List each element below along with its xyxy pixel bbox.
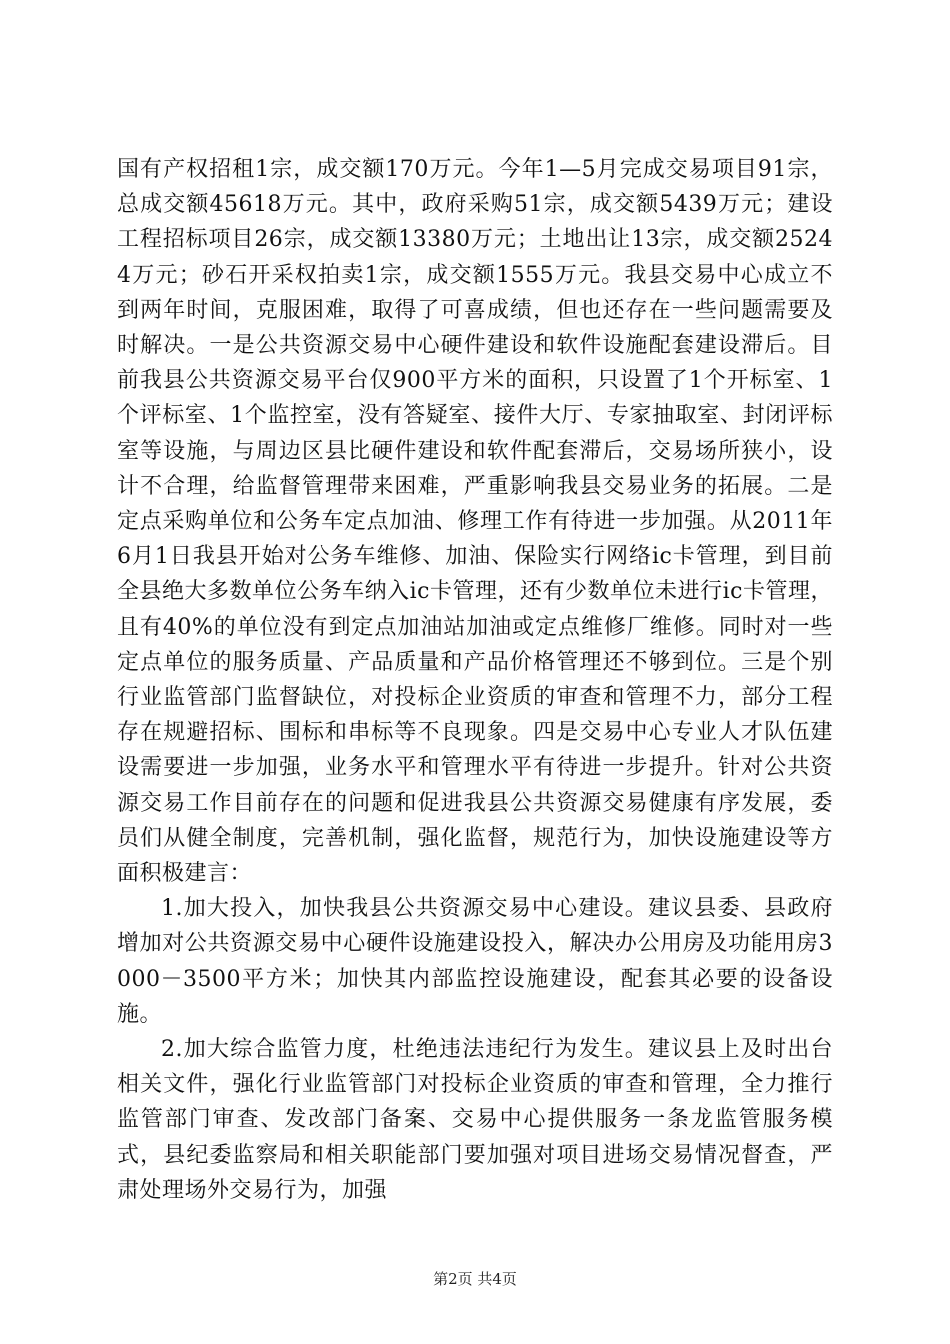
document-body bbox=[117, 152, 833, 1208]
paragraph-status-summary: 国有产权招租1宗，成交额170万元。今年1—5月完成交易项目91宗，总成交额45618万元。其中，政府采购51宗，成交额5439万元；建设工程招标项目26宗，成交额13380万元；土地出让13宗，成交额25244万元；砂石开采权拍卖1宗，成交额1555万元。我县交易中心成立不到两年时间，克服困难，取得了可喜成绩，但也还存在一些问题需要及时解决。一是公共资源交易中心硬件建设和软件设施配套建设滞后。目前我县公共资源交易平台仅900平方米的面积，只设置了1个开标室、1个评标室、1个监控室，没有答疑室、接件大厅、专家抽取室、封闭评标室等设施，与周边区县比硬件建设和软件配套滞后，交易场所狭小，设计不合理，给监督管理带来困难，严重影响我县交易业务的拓展。二是定点采购单位和公务车定点加油、修理工作有待进一步加强。从2011年6月1日我县开始对公务车维修、加油、保险实行网络ic卡管理，到目前全县绝大多数单位公务车纳入ic卡管理，还有少数单位未进行ic卡管理，且有40%的单位没有到定点加油站加油或定点维修厂维修。同时对一些定点单位的服务质量、产品质量和产品价格管理还不够到位。三是个别行业监管部门监督缺位，对投标企业资质的审查和管理不力，部分工程存在规避招标、围标和串标等不良现象。四是交易中心专业人才队伍建设需要进一步加强，业务水平和管理水平有待进一步提升。针对公共资源交易工作目前存在的问题和促进我县公共资源交易健康有序发展，委员们从健全制度，完善机制，强化监督，规范行为，加快设施建设等方面积极建言： bbox=[117, 157, 833, 887]
paragraph-suggestion-2: 2.加大综合监管力度，杜绝违法违纪行为发生。建议县上及时出台相关文件，强化行业监管部门对投标企业资质的审查和管理，全力推行监管部门审查、发改部门备案、交易中心提供服务一条龙监管服务模式，县纪委监察局和相关职能部门要加强对项目进场交易情况督查，严肃处理场外交易行为，加强 bbox=[117, 1037, 833, 1203]
page-number-footer: 第2页 共4页 bbox=[433, 1270, 517, 1288]
paragraph-suggestion-1: 1.加大投入，加快我县公共资源交易中心建设。建议县委、县政府增加对公共资源交易中心硬件设施建设投入，解决办公用房及功能用房3000－3500平方米；加快其内部监控设施建设，配套其必要的设备设施。 bbox=[117, 896, 833, 1027]
